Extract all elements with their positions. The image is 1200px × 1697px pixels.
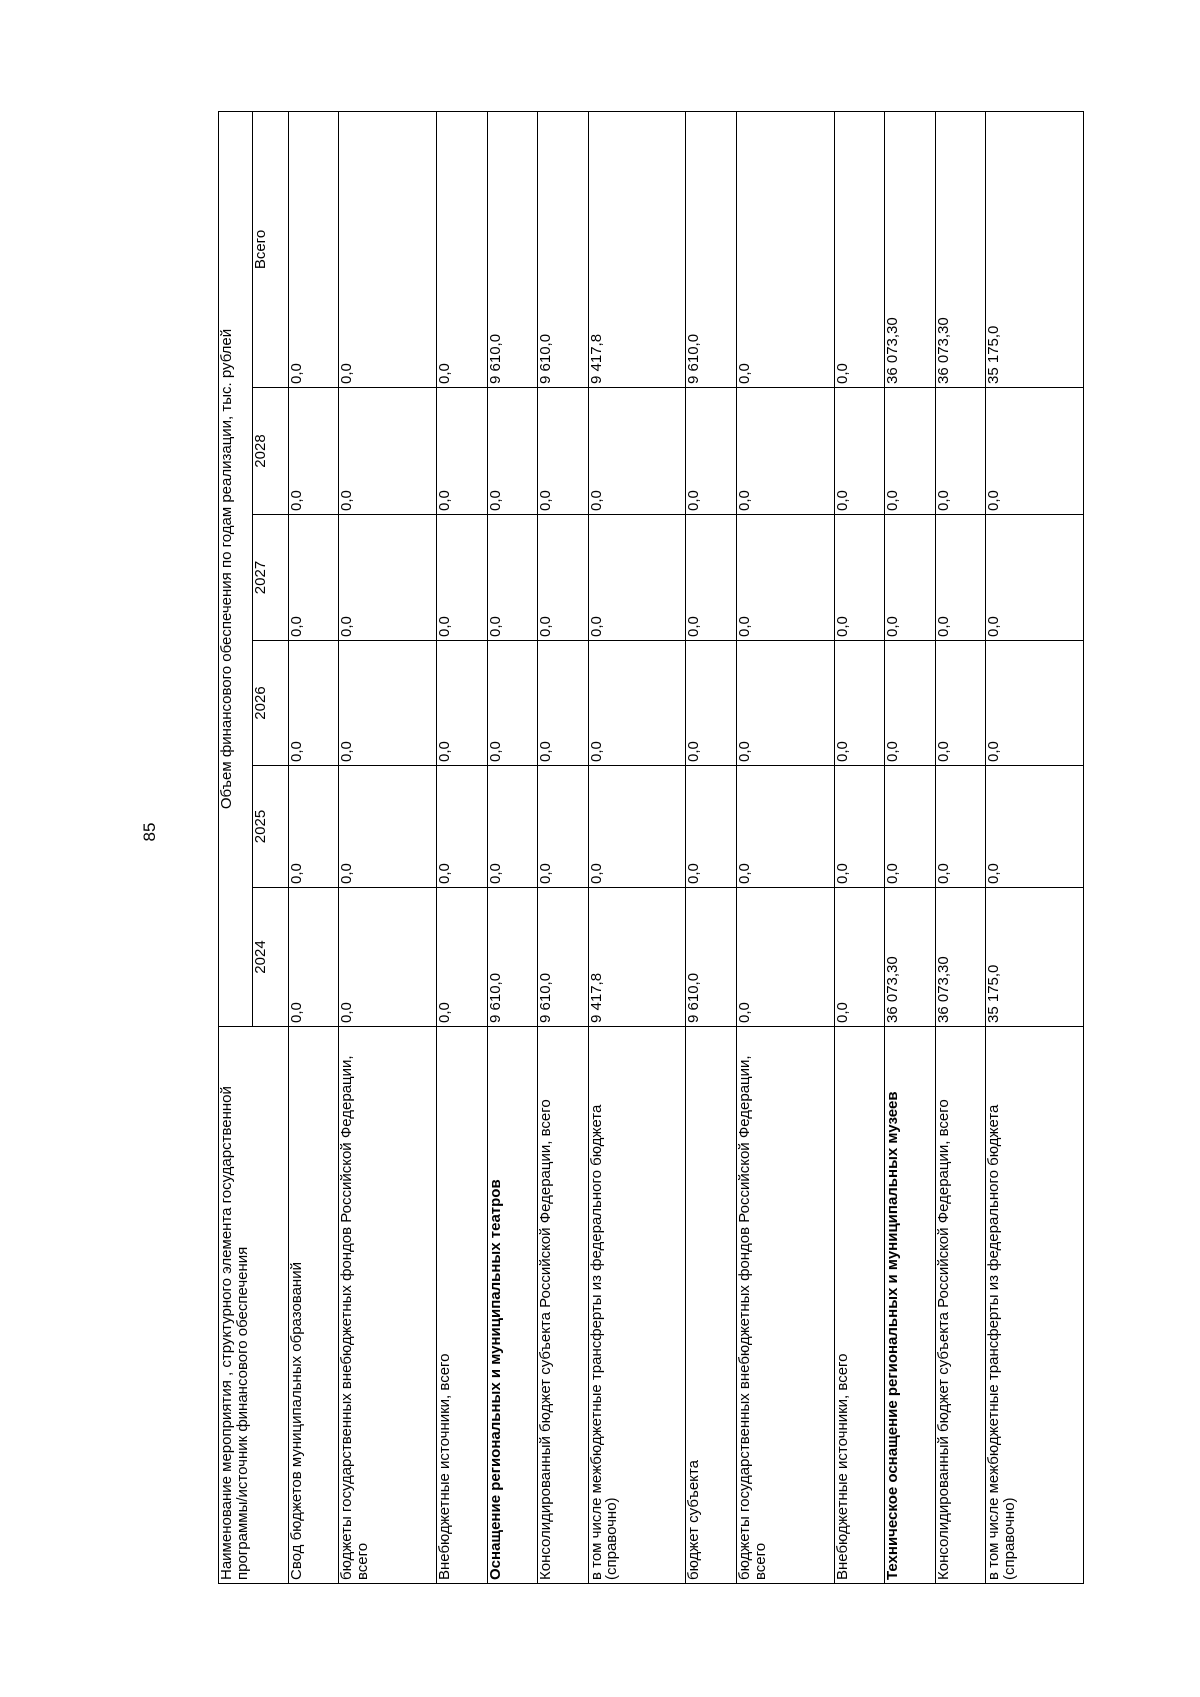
- row-value-cell: 0,0: [487, 641, 537, 766]
- row-value-cell: 0,0: [487, 766, 537, 888]
- row-value-cell: 0,0: [339, 641, 437, 766]
- row-value-cell: 0,0: [986, 388, 1084, 515]
- row-name-cell: Оснащение региональных и муниципальных театров: [487, 1027, 537, 1584]
- row-value-cell: 0,0: [289, 388, 339, 515]
- row-value-cell: 35 175,0: [986, 888, 1084, 1027]
- header-year: 2025: [253, 766, 289, 888]
- row-value-cell: 0,0: [834, 766, 884, 888]
- header-funding-group: Объем финансового обеспечения по годам реализации, тыс. рублей: [219, 111, 253, 1026]
- row-value-cell: 9 610,0: [487, 888, 537, 1027]
- table-row: [588, 111, 686, 1583]
- header-year: 2026: [253, 641, 289, 766]
- row-value-cell: 0,0: [736, 388, 834, 515]
- row-value-cell: 9 417,8: [588, 888, 686, 1027]
- row-value-cell: 0,0: [289, 111, 339, 387]
- header-year: Всего: [253, 111, 289, 387]
- row-value-cell: 0,0: [834, 111, 884, 387]
- row-value-cell: 0,0: [736, 515, 834, 641]
- row-value-cell: 0,0: [935, 388, 985, 515]
- row-value-cell: 0,0: [834, 515, 884, 641]
- row-name-cell: бюджет субъекта: [686, 1027, 736, 1584]
- row-value-cell: 0,0: [986, 641, 1084, 766]
- row-value-cell: 0,0: [736, 111, 834, 387]
- row-value-cell: 0,0: [986, 515, 1084, 641]
- row-value-cell: 0,0: [588, 515, 686, 641]
- row-name-cell: бюджеты государственных внебюджетных фондов Российской Федерации, всего: [339, 1027, 437, 1584]
- row-value-cell: 0,0: [339, 766, 437, 888]
- row-value-cell: 9 610,0: [538, 111, 588, 387]
- table-row: [538, 111, 588, 1583]
- row-value-cell: 0,0: [588, 641, 686, 766]
- funding-table: [218, 111, 1084, 1584]
- row-value-cell: 36 073,30: [885, 111, 935, 387]
- row-value-cell: 0,0: [736, 641, 834, 766]
- row-value-cell: 0,0: [885, 641, 935, 766]
- row-value-cell: 0,0: [834, 388, 884, 515]
- row-value-cell: 35 175,0: [986, 111, 1084, 387]
- row-value-cell: 36 073,30: [885, 888, 935, 1027]
- row-value-cell: 0,0: [538, 388, 588, 515]
- table-row: [736, 111, 834, 1583]
- row-value-cell: 0,0: [437, 515, 487, 641]
- row-value-cell: 0,0: [339, 111, 437, 387]
- row-value-cell: 9 610,0: [538, 888, 588, 1027]
- row-value-cell: 0,0: [339, 388, 437, 515]
- header-year: 2028: [253, 388, 289, 515]
- row-name-cell: Внебюджетные источники, всего: [834, 1027, 884, 1584]
- row-value-cell: 9 417,8: [588, 111, 686, 387]
- row-name-cell: Консолидированный бюджет субъекта Российской Федерации, всего: [538, 1027, 588, 1584]
- row-name-cell: Свод бюджетов муниципальных образований: [289, 1027, 339, 1584]
- row-value-cell: 0,0: [437, 388, 487, 515]
- row-value-cell: 0,0: [538, 641, 588, 766]
- rotated-table-wrapper: [218, 112, 1084, 1584]
- row-name-cell: бюджеты государственных внебюджетных фондов Российской Федерации, всего: [736, 1027, 834, 1584]
- table-row: [289, 111, 339, 1583]
- table-row: [986, 111, 1084, 1583]
- row-value-cell: 9 610,0: [487, 111, 537, 387]
- rotated-table-container: [218, 112, 1084, 1584]
- row-value-cell: 9 610,0: [686, 888, 736, 1027]
- row-value-cell: 36 073,30: [935, 111, 985, 387]
- row-value-cell: 0,0: [538, 766, 588, 888]
- table-body: [289, 111, 1084, 1583]
- row-name-cell: в том числе межбюджетные трансферты из федерального бюджета (справочно): [986, 1027, 1084, 1584]
- row-value-cell: 0,0: [935, 641, 985, 766]
- page-number: 85: [140, 822, 159, 842]
- row-value-cell: 0,0: [885, 515, 935, 641]
- row-value-cell: 0,0: [487, 515, 537, 641]
- row-value-cell: 0,0: [289, 766, 339, 888]
- row-value-cell: 9 610,0: [686, 111, 736, 387]
- row-value-cell: 0,0: [289, 515, 339, 641]
- row-value-cell: 0,0: [834, 641, 884, 766]
- row-value-cell: 0,0: [588, 766, 686, 888]
- table-row: [885, 111, 935, 1583]
- row-value-cell: 0,0: [487, 388, 537, 515]
- row-value-cell: 0,0: [437, 641, 487, 766]
- table-row: [339, 111, 437, 1583]
- row-value-cell: 0,0: [885, 388, 935, 515]
- row-value-cell: 0,0: [935, 515, 985, 641]
- row-value-cell: 0,0: [339, 888, 437, 1027]
- row-value-cell: 0,0: [538, 515, 588, 641]
- row-value-cell: 0,0: [686, 515, 736, 641]
- row-name-cell: Консолидированный бюджет субъекта Российской Федерации, всего: [935, 1027, 985, 1584]
- row-name-cell: Внебюджетные источники, всего: [437, 1027, 487, 1584]
- row-value-cell: 0,0: [289, 888, 339, 1027]
- row-name-cell: в том числе межбюджетные трансферты из федерального бюджета (справочно): [588, 1027, 686, 1584]
- table-row: [437, 111, 487, 1583]
- row-value-cell: 36 073,30: [935, 888, 985, 1027]
- row-value-cell: 0,0: [588, 388, 686, 515]
- table-row: [686, 111, 736, 1583]
- table-row: [935, 111, 985, 1583]
- row-value-cell: 0,0: [437, 766, 487, 888]
- header-name-column: Наименование мероприятия , структурного элемента государственной программы/источник финансового обеспечения: [219, 1027, 289, 1584]
- row-value-cell: 0,0: [736, 888, 834, 1027]
- row-value-cell: 0,0: [289, 641, 339, 766]
- row-value-cell: 0,0: [885, 766, 935, 888]
- row-value-cell: 0,0: [986, 766, 1084, 888]
- row-value-cell: 0,0: [935, 766, 985, 888]
- row-value-cell: 0,0: [686, 641, 736, 766]
- row-value-cell: 0,0: [437, 111, 487, 387]
- row-name-cell: Техническое оснащение региональных и муниципальных музеев: [885, 1027, 935, 1584]
- header-year: 2027: [253, 515, 289, 641]
- table-row: [834, 111, 884, 1583]
- header-year: 2024: [253, 888, 289, 1027]
- row-value-cell: 0,0: [736, 766, 834, 888]
- row-value-cell: 0,0: [686, 388, 736, 515]
- row-value-cell: 0,0: [686, 766, 736, 888]
- row-value-cell: 0,0: [339, 515, 437, 641]
- row-value-cell: 0,0: [437, 888, 487, 1027]
- table-row: [487, 111, 537, 1583]
- row-value-cell: 0,0: [834, 888, 884, 1027]
